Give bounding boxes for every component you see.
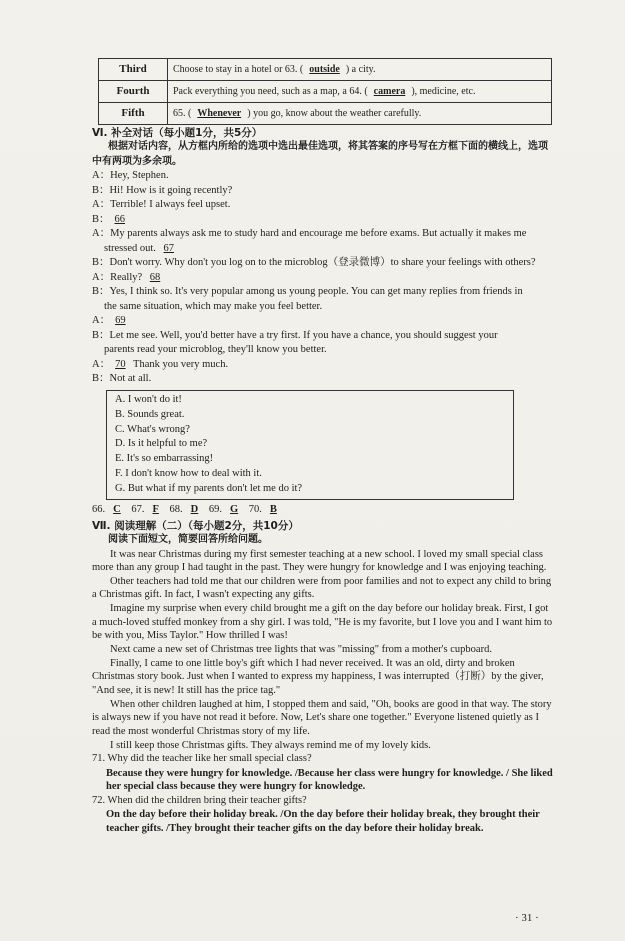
answer-72: On the day before their holiday break. /On the day before their holiday break, they brought their teacher gifts. /They brought their teacher gifts on the day before their holiday break. [106,809,540,835]
answer-camera: camera [373,85,406,97]
step-text: 65. ( Whenever ) you go, know about the weather carefully. [168,103,552,125]
question-71: 71. Why did the teacher like her small special class? [92,753,312,765]
dialogue-line: A： 70 Thank you very much. [92,358,229,370]
passage-paragraph: Other teachers had told me that our children were from poor families and not to expect any child to bring a Christmas gift. In fact, I wasn't expecting any gifts. [92,575,552,601]
dialogue-line: B：Not at all. [92,373,152,385]
passage-paragraph: When other children laughed at him, I stopped them and said, "Oh, books are good in that way. The story is always new if you have not read it before. Now, Let's share one together." Everyone listened quietly as I read the most wonderful Christmas story of my life. [92,698,552,737]
passage-paragraph: It was near Christmas during my first semester teaching at a new school. I loved my small special class more than any group I had taught in the past. They were hungry for knowledge and I was enjoying teaching. [92,548,547,574]
table-row [99,81,552,103]
dialogue [92,169,554,386]
passage-paragraph: Next came a new set of Christmas tree lights that was "missing" from a mother's cupboard. [110,644,492,656]
dialogue-line: A：Terrible! I always feel upset. [92,199,231,211]
section-6-title: Ⅵ. 补全对话（每小题1分，共5分） [92,127,263,139]
options-box [106,390,514,500]
step-text: Choose to stay in a hotel or 63. ( outside ) a city. [168,59,552,81]
answer-line: 66. C 67. F 68. D 69. G 70. B [92,503,554,517]
table-row [99,103,552,125]
dialogue-line: stressed out. 67 [104,242,175,254]
answer-outside: outside [309,63,340,75]
dialogue-line: A：My parents always ask me to study hard and encourage me before exams. But actually it makes me [92,228,527,240]
question-72: 72. When did the children bring their teacher gifts? [92,794,307,806]
step-text: Pack everything you need, such as a map, a 64. ( camera ), medicine, etc. [168,81,552,103]
option: F. I don't know how to deal with it. [115,468,262,480]
step-label: Third [99,59,168,81]
dialogue-line: B：Don't worry. Why don't you log on to the microblog（登录微博）to share your feelings with others? [92,257,536,269]
option: E. It's so embarrassing! [115,453,214,465]
step-label: Fourth [99,81,168,103]
answer-67: F [152,504,159,516]
dialogue-line: B：Hi! How is it going recently? [92,184,233,196]
answer-66: C [113,504,121,516]
answer-whenever: Whenever [197,107,242,119]
passage [92,548,554,753]
dialogue-line: parents read your microblog, they'll know you better. [104,344,327,356]
dialogue-line: A：Hey, Stephen. [92,170,169,182]
answer-71: Because they were hungry for knowledge. /Because her class were hungry for knowledge. / She liked her special class because they were hungry for knowledge. [106,767,553,793]
answer-68: D [190,504,199,516]
passage-paragraph: I still keep those Christmas gifts. They always remind me of my lovely kids. [110,739,431,751]
passage-paragraph: Imagine my surprise when every child brought me a gift on the day before our holiday break. First, I got a much-loved stuffed monkey from a shy girl. I was told, "He is my favorite, but I love you and I want him to be with you, Miss Taylor." How thrilled I was! [92,603,553,642]
option: D. Is it helpful to me? [115,438,208,450]
section-6-instructions: 根据对话内容，从方框内所给的选项中选出最佳选项，将其答案的序号写在方框下面的横线上，选项中有两项为多余项。 [92,141,548,167]
answer-69: G [229,504,239,516]
step-label: Fifth [99,103,168,125]
dialogue-line: the same situation, which may make you feel better. [104,300,323,312]
page-number: · 31 · [515,912,539,924]
option: B. Sounds great. [115,408,185,420]
option: G. But what if my parents don't let me do it? [115,483,303,495]
dialogue-line: A：Really? 68 [92,271,161,283]
option: C. What's wrong? [115,423,190,435]
section-7-instructions: 阅读下面短文，简要回答所给问题。 [108,534,268,546]
dialogue-line: B：Let me see. Well, you'd better have a try first. If you have a chance, you should suggest your [92,329,498,341]
section-7-title: Ⅶ. 阅读理解（二）（每小题2分，共10分） [92,519,299,532]
dialogue-line: A： 69 [92,315,126,327]
steps-table [98,58,552,125]
table-row [99,59,552,81]
dialogue-line: B：Yes, I think so. It's very popular among us young people. You can get many replies from friends in [92,286,523,298]
dialogue-line: B： 66 [92,213,126,225]
worksheet-content [92,58,554,836]
passage-paragraph: Finally, I came to one little boy's gift which I had never received. It was an old, dirty and broken Christmas story book. Just when I wanted to express my happiness, I was interrupted（打断）by the giver, "And see, it is new! It still has the price tag." [92,657,544,696]
option: A. I won't do it! [115,393,182,405]
answer-70: B [269,504,277,516]
